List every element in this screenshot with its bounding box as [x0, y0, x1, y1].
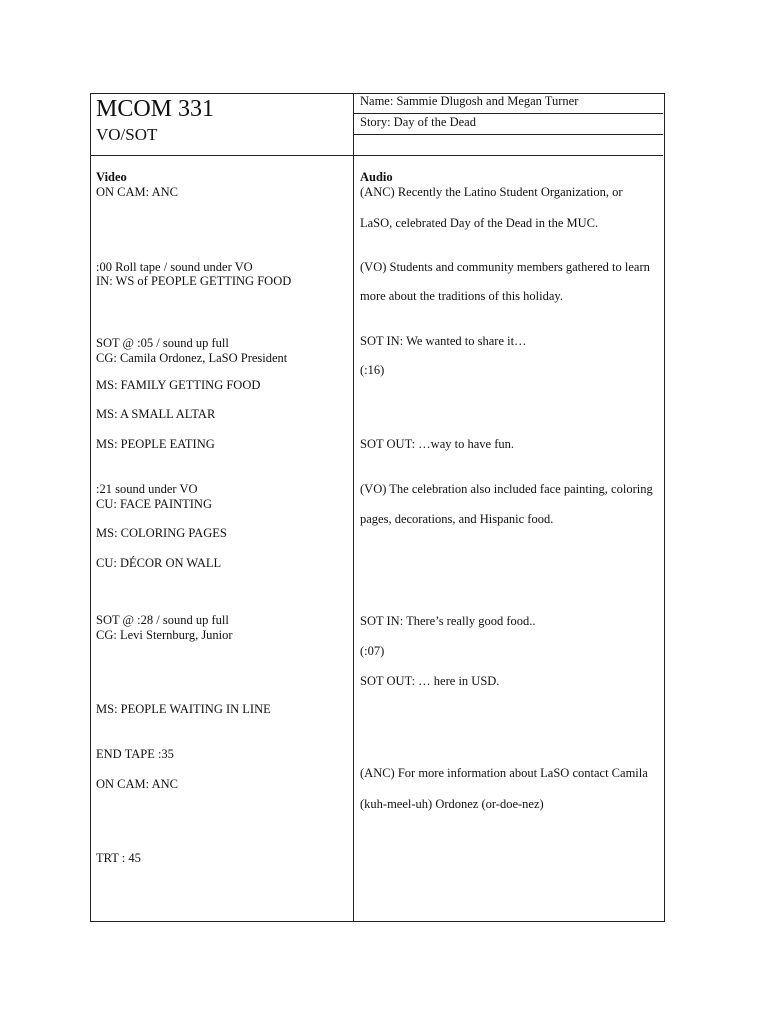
video-line: TRT : 45: [96, 851, 141, 865]
header-rule-2: [353, 134, 663, 135]
video-line: MS: A SMALL ALTAR: [96, 407, 216, 421]
video-line: :00 Roll tape / sound under VO: [96, 260, 253, 274]
audio-line: SOT OUT: … here in USD.: [360, 674, 500, 688]
video-line: MS: PEOPLE WAITING IN LINE: [96, 702, 271, 716]
story-line: Story: Day of the Dead: [360, 115, 476, 129]
video-line: CG: Levi Sternburg, Junior: [96, 628, 233, 642]
audio-line: SOT IN: There’s really good food..: [360, 614, 536, 628]
audio-line: LaSO, celebrated Day of the Dead in the MUC.: [360, 216, 599, 230]
audio-line: (ANC) Recently the Latino Student Organization, or: [360, 185, 623, 199]
video-line: END TAPE :35: [96, 747, 174, 761]
video-line: SOT @ :05 / sound up full: [96, 336, 229, 350]
audio-line: (:07): [360, 644, 385, 658]
video-line: MS: FAMILY GETTING FOOD: [96, 378, 261, 392]
course-title: MCOM 331: [96, 96, 215, 122]
audio-line: SOT OUT: …way to have fun.: [360, 437, 514, 451]
audio-line: (kuh-meel-uh) Ordonez (or-doe-nez): [360, 797, 544, 811]
video-line: CU: FACE PAINTING: [96, 497, 212, 511]
video-column-header: Video: [96, 170, 127, 184]
audio-line: (VO) Students and community members gathered to learn: [360, 260, 650, 274]
video-line: CG: Camila Ordonez, LaSO President: [96, 351, 288, 365]
audio-line: (ANC) For more information about LaSO contact Camila: [360, 766, 648, 780]
column-divider: [353, 93, 354, 921]
video-line: SOT @ :28 / sound up full: [96, 613, 229, 627]
audio-line: more about the traditions of this holiday.: [360, 289, 563, 303]
video-line: MS: PEOPLE EATING: [96, 437, 215, 451]
video-line: ON CAM: ANC: [96, 185, 178, 199]
format-label: VO/SOT: [96, 125, 158, 144]
video-line: IN: WS of PEOPLE GETTING FOOD: [96, 274, 292, 288]
audio-line: pages, decorations, and Hispanic food.: [360, 512, 554, 526]
video-line: MS: COLORING PAGES: [96, 526, 227, 540]
audio-line: (:16): [360, 363, 385, 377]
name-line: Name: Sammie Dlugosh and Megan Turner: [360, 94, 579, 108]
audio-line: (VO) The celebration also included face painting, coloring: [360, 482, 653, 496]
video-line: CU: DÉCOR ON WALL: [96, 556, 222, 570]
video-line: ON CAM: ANC: [96, 777, 178, 791]
header-rule-3: [90, 155, 663, 156]
video-line: :21 sound under VO: [96, 482, 198, 496]
audio-line: SOT IN: We wanted to share it…: [360, 334, 527, 348]
header-rule-1: [353, 113, 663, 114]
audio-column-header: Audio: [360, 170, 393, 184]
